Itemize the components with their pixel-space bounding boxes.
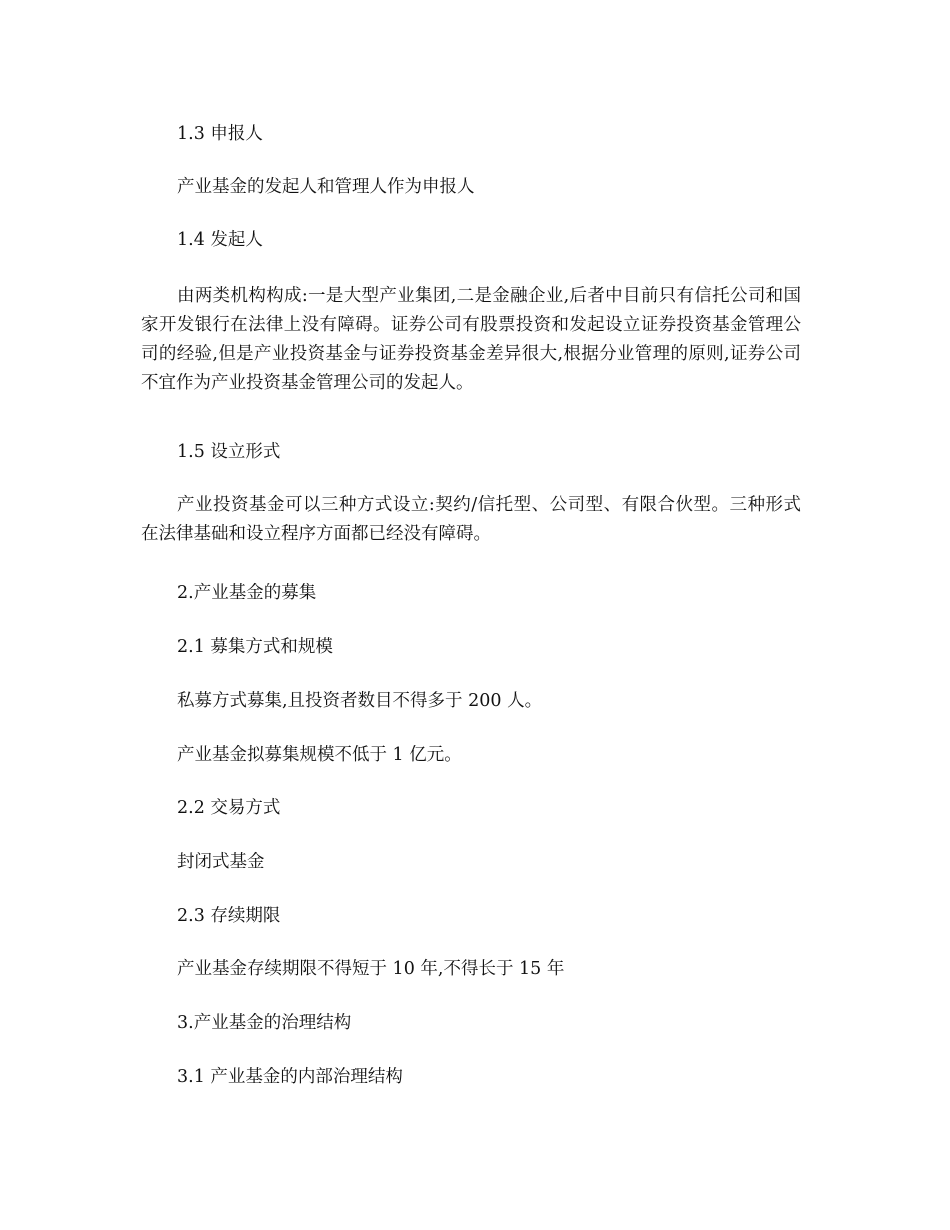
body-line: 封闭式基金 (177, 852, 265, 872)
section-heading-1-3: 1.3 申报人 (177, 124, 263, 144)
body-line: 产业基金拟募集规模不低于 1 亿元。 (177, 745, 462, 765)
section-heading-2-2: 2.2 交易方式 (177, 798, 281, 818)
section-heading-2-1: 2.1 募集方式和规模 (177, 637, 333, 657)
section-heading-3: 3.产业基金的治理结构 (177, 1013, 352, 1033)
section-heading-3-1: 3.1 产业基金的内部治理结构 (177, 1067, 403, 1087)
body-paragraph: 由两类机构构成:一是大型产业集团,二是金融企业,后者中目前只有信托公司和国家开发银行在法律上没有障碍。证券公司有股票投资和发起设立证券投资基金管理公司的经验,但是产业投资基金与证券投资基金差异很大,根据分业管理的原则,证券公司不宜作为产业投资基金管理公司的发起人。 (141, 286, 801, 393)
section-heading-2-3: 2.3 存续期限 (177, 906, 281, 926)
body-paragraph: 产业投资基金可以三种方式设立:契约/信托型、公司型、有限合伙型。三种形式在法律基础和设立程序方面都已经没有障碍。 (141, 495, 801, 544)
section-heading-1-4: 1.4 发起人 (177, 230, 263, 250)
body-line: 私募方式募集,且投资者数目不得多于 200 人。 (177, 691, 543, 711)
section-heading-2: 2.产业基金的募集 (177, 583, 317, 603)
body-line: 产业基金的发起人和管理人作为申报人 (177, 177, 475, 197)
body-line: 产业基金存续期限不得短于 10 年,不得长于 15 年 (177, 959, 565, 979)
section-heading-1-5: 1.5 设立形式 (177, 442, 281, 462)
